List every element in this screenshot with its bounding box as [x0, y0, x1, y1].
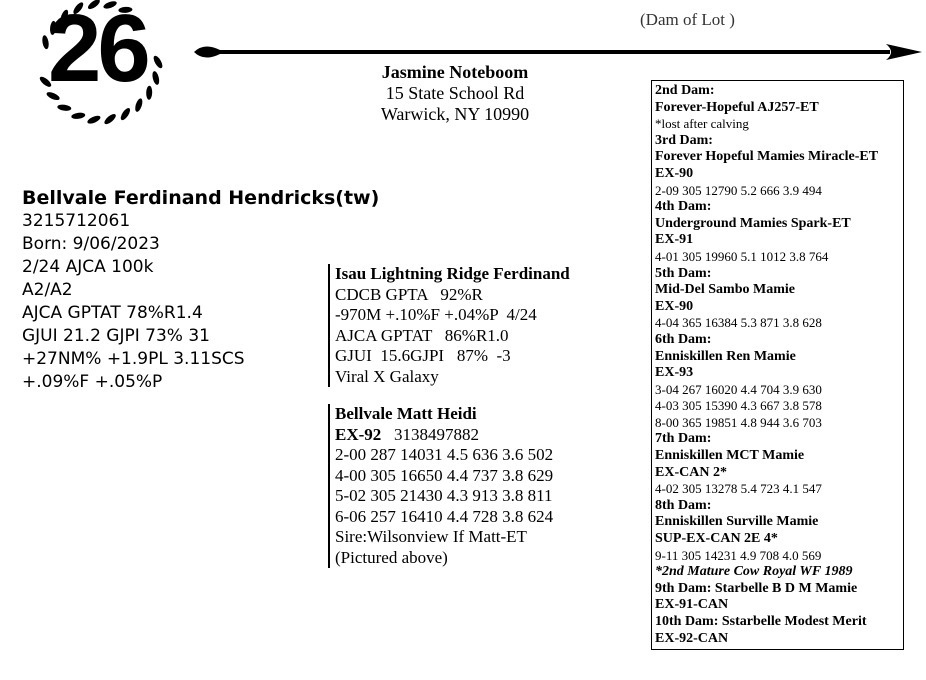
pedigree-line: 5th Dam:	[655, 265, 712, 281]
wreath-leaf	[86, 114, 101, 125]
pedigree-line: *lost after calving	[655, 116, 749, 132]
pedigree-line: 2-09 305 12790 5.2 666 3.9 494	[655, 182, 822, 198]
sire-detail-line: -970M +.10%F +.04%P 4/24	[335, 305, 537, 324]
pedigree-line: 3-04 267 16020 4.4 704 3.9 630	[655, 381, 822, 397]
owner-info	[360, 62, 550, 125]
dam-name: Bellvale Matt Heidi	[335, 404, 477, 423]
arrow-divider-icon	[190, 40, 926, 64]
owner-address-line2: Warwick, NY 10990	[380, 104, 530, 124]
wreath-leaf	[151, 70, 160, 85]
dam-record-line: 6-06 257 16410 4.4 728 3.8 624	[335, 506, 554, 526]
dam-record-line: 4-00 305 16650 4.4 737 3.8 629	[335, 465, 554, 485]
pedigree-line: Enniskillen MCT Mamie	[655, 448, 805, 464]
lot-number: 26	[48, 0, 147, 102]
pedigree-line: Forever Hopeful Mamies Miracle-ET	[655, 149, 879, 165]
dam-block	[328, 404, 553, 568]
animal-detail-line: Born: 9/06/2023	[22, 234, 160, 254]
wreath-leaf	[119, 107, 132, 122]
dam-record-line: 5-02 305 21430 4.3 913 3.8 811	[335, 486, 553, 505]
pedigree-line: 4-01 305 19960 5.1 1012 3.8 764	[655, 248, 829, 264]
pedigree-line: *2nd Mature Cow Royal WF 1989	[655, 564, 853, 580]
pedigree-line: Underground Mamies Spark-ET	[655, 215, 851, 231]
pedigree-line: 6th Dam:	[655, 331, 712, 347]
sire-detail-line: GJUI 15.6GJPI 87% -3	[335, 346, 511, 365]
pedigree-line: EX-CAN 2*	[655, 464, 727, 480]
pedigree-line: Enniskillen Surville Mamie	[655, 514, 819, 530]
dam-classification-row	[335, 425, 553, 446]
sire-detail-line: AJCA GPTAT 86%R1.0	[335, 325, 509, 345]
wreath-leaf	[152, 54, 164, 69]
pedigree-line: EX-92-CAN	[655, 630, 729, 646]
sire-name: Isau Lightning Ridge Ferdinand	[335, 264, 570, 283]
dam-classification: EX-92	[335, 424, 382, 444]
pedigree-line: EX-91-CAN	[655, 597, 729, 613]
animal-detail-line: A2/A2	[22, 280, 73, 300]
dam-of-lot-label: (Dam of Lot )	[640, 10, 735, 29]
wreath-leaf	[57, 104, 72, 112]
pedigree-line: 4th Dam:	[655, 199, 712, 215]
owner-address-line1: 15 State School Rd	[385, 83, 525, 103]
pedigree-line: EX-90	[655, 165, 694, 181]
animal-detail-line: GJUI 21.2 GJPI 73% 31	[22, 326, 210, 346]
wreath-leaf	[103, 112, 118, 126]
animal-detail-line: AJCA GPTAT 78%R1.4	[22, 303, 203, 323]
dam-sire-line: Sire:Wilsonview If Matt-ET	[335, 527, 527, 546]
pedigree-line: 9th Dam: Starbelle B D M Mamie	[655, 580, 858, 596]
pedigree-line: 2nd Dam:	[655, 83, 715, 98]
animal-name: Bellvale Ferdinand Hendricks(tw)	[22, 187, 380, 209]
pedigree-line: 9-11 305 14231 4.9 708 4.0 569	[655, 547, 822, 563]
dam-record-line: 2-00 287 14031 4.5 636 3.6 502	[335, 445, 554, 464]
dam-note-line: (Pictured above)	[335, 547, 448, 567]
pedigree-line: SUP-EX-CAN 2E 4*	[655, 531, 778, 547]
dam-registration: 3138497882	[394, 424, 480, 444]
lot-animal-info	[22, 187, 379, 394]
pedigree-line: Forever-Hopeful AJ257-ET	[655, 99, 819, 115]
pedigree-line: Mid-Del Sambo Mamie	[655, 282, 795, 298]
pedigree-line: EX-93	[655, 365, 694, 381]
pedigree-line: EX-90	[655, 298, 694, 314]
pedigree-line: 4-04 365 16384 5.3 871 3.8 628	[655, 315, 822, 331]
pedigree-line: 3rd Dam:	[655, 132, 713, 148]
pedigree-line: 7th Dam:	[655, 431, 712, 447]
wreath-leaf	[71, 112, 86, 120]
sire-detail-line: CDCB GPTA 92%R	[335, 284, 483, 304]
pedigree-line: 8-00 365 19851 4.8 944 3.6 703	[655, 414, 822, 430]
pedigree-line: 8th Dam:	[655, 497, 712, 513]
sire-block	[328, 264, 570, 387]
pedigree-line: 4-03 305 15390 4.3 667 3.8 578	[655, 398, 822, 414]
animal-detail-line: 3215712061	[22, 211, 131, 231]
pedigree-line: EX-91	[655, 232, 694, 248]
sire-detail-line: Viral X Galaxy	[335, 366, 439, 386]
owner-name: Jasmine Noteboom	[381, 62, 529, 82]
pedigree-line: Enniskillen Ren Mamie	[655, 348, 796, 364]
animal-detail-line: +.09%F +.05%P	[22, 372, 163, 392]
pedigree-line: 4-02 305 13278 5.4 723 4.1 547	[655, 481, 822, 497]
animal-detail-line: +27NM% +1.9PL 3.11SCS	[22, 349, 245, 369]
pedigree-box	[651, 80, 904, 650]
pedigree-line: 10th Dam: Sstarbelle Modest Merit	[655, 614, 867, 629]
animal-detail-line: 2/24 AJCA 100k	[22, 257, 154, 277]
